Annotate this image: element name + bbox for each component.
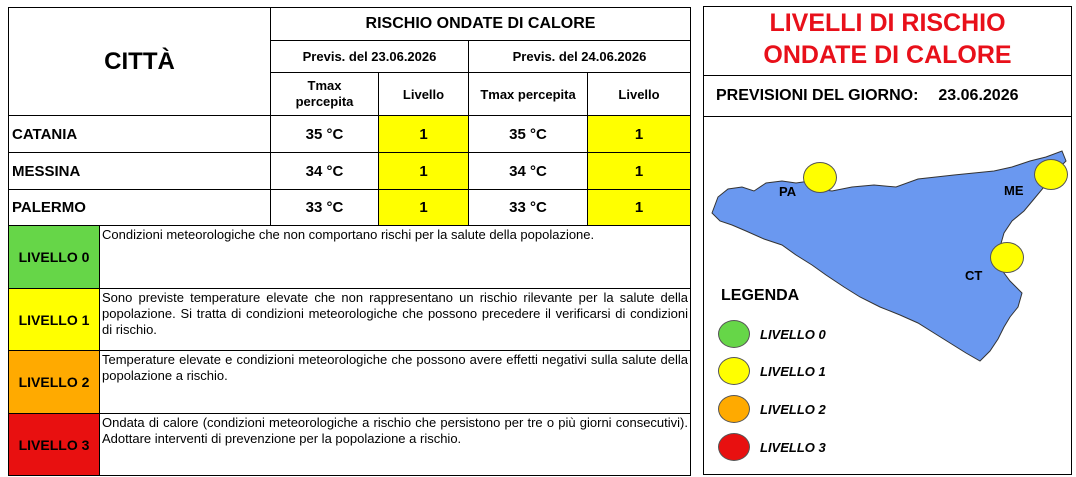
map-marker-me: [1034, 159, 1068, 190]
map-marker-pa: [803, 162, 837, 193]
level-header-2: Livello: [587, 72, 691, 116]
level-header-1: Livello: [378, 72, 469, 116]
table-cell-level: 1: [587, 115, 691, 153]
level-0-badge: LIVELLO 0: [8, 225, 100, 289]
legend-label-3: LIVELLO 3: [760, 439, 826, 455]
level-2-description: Temperature elevate e condizioni meteorologiche che possono avere effetti negativi sulla salute della popolazione a rischio.: [99, 350, 691, 414]
table-cell-tmax: 34 °C: [270, 152, 379, 190]
legend-dot-1: [718, 357, 750, 385]
legend-dot-0: [718, 320, 750, 348]
table-cell-level: 1: [378, 189, 469, 226]
legend-label-1: LIVELLO 1: [760, 363, 826, 379]
map-label-pa: PA: [779, 184, 797, 199]
legend-title: LEGENDA: [721, 287, 800, 304]
table-cell-tmax: 35 °C: [468, 115, 588, 153]
map-label-me: ME: [1004, 183, 1024, 198]
legend-dot-2: [718, 395, 750, 423]
table-cell-level: 1: [378, 115, 469, 153]
table-title: RISCHIO ONDATE DI CALORE: [270, 7, 691, 41]
legend-item-2: [718, 395, 826, 423]
table-row-city: MESSINA: [8, 152, 271, 190]
city-header: CITTÀ: [8, 7, 271, 116]
tmax-header-1: Tmax percepita: [270, 72, 379, 116]
panel-title-line1: LIVELLI DI RISCHIO: [769, 9, 1006, 37]
table-cell-tmax: 34 °C: [468, 152, 588, 190]
table-row-city: CATANIA: [8, 115, 271, 153]
map-marker-ct: [990, 242, 1024, 273]
forecast-row: [704, 75, 1071, 117]
legend-label-2: LIVELLO 2: [760, 401, 826, 417]
level-1-badge: LIVELLO 1: [8, 288, 100, 351]
legend-label-0: LIVELLO 0: [760, 326, 826, 342]
day1-header: Previs. del 23.06.2026: [270, 40, 469, 73]
table-cell-level: 1: [378, 152, 469, 190]
risk-panel: [703, 6, 1072, 475]
table-cell-tmax: 35 °C: [270, 115, 379, 153]
level-2-badge: LIVELLO 2: [8, 350, 100, 414]
legend-item-3: [718, 433, 826, 461]
panel-title-line2: ONDATE DI CALORE: [763, 41, 1012, 69]
table-cell-tmax: 33 °C: [270, 189, 379, 226]
table-cell-level: 1: [587, 189, 691, 226]
forecast-date: 23.06.2026: [938, 87, 1019, 104]
table-cell-level: 1: [587, 152, 691, 190]
forecast-label: PREVISIONI DEL GIORNO:: [716, 87, 919, 104]
level-1-description: Sono previste temperature elevate che non rappresentano un rischio rilevante per la salute della popolazione. Si tratta di condizioni meteorologiche che possono precedere il verificarsi di condizioni di rischio.: [99, 288, 691, 351]
legend-item-1: [718, 357, 826, 385]
legend-item-0: [718, 320, 826, 348]
tmax-header-2: Tmax percepita: [468, 72, 588, 116]
map-label-ct: CT: [965, 268, 983, 283]
day2-header: Previs. del 24.06.2026: [468, 40, 691, 73]
table-row-city: PALERMO: [8, 189, 271, 226]
level-3-description: Ondata di calore (condizioni meteorologiche a rischio che persistono per tre o più giorni consecutivi). Adottare interventi di prevenzione per la popolazione a rischio.: [99, 413, 691, 476]
level-0-description: Condizioni meteorologiche che non comportano rischi per la salute della popolazione.: [99, 225, 691, 289]
level-3-badge: LIVELLO 3: [8, 413, 100, 476]
table-cell-tmax: 33 °C: [468, 189, 588, 226]
legend-dot-3: [718, 433, 750, 461]
